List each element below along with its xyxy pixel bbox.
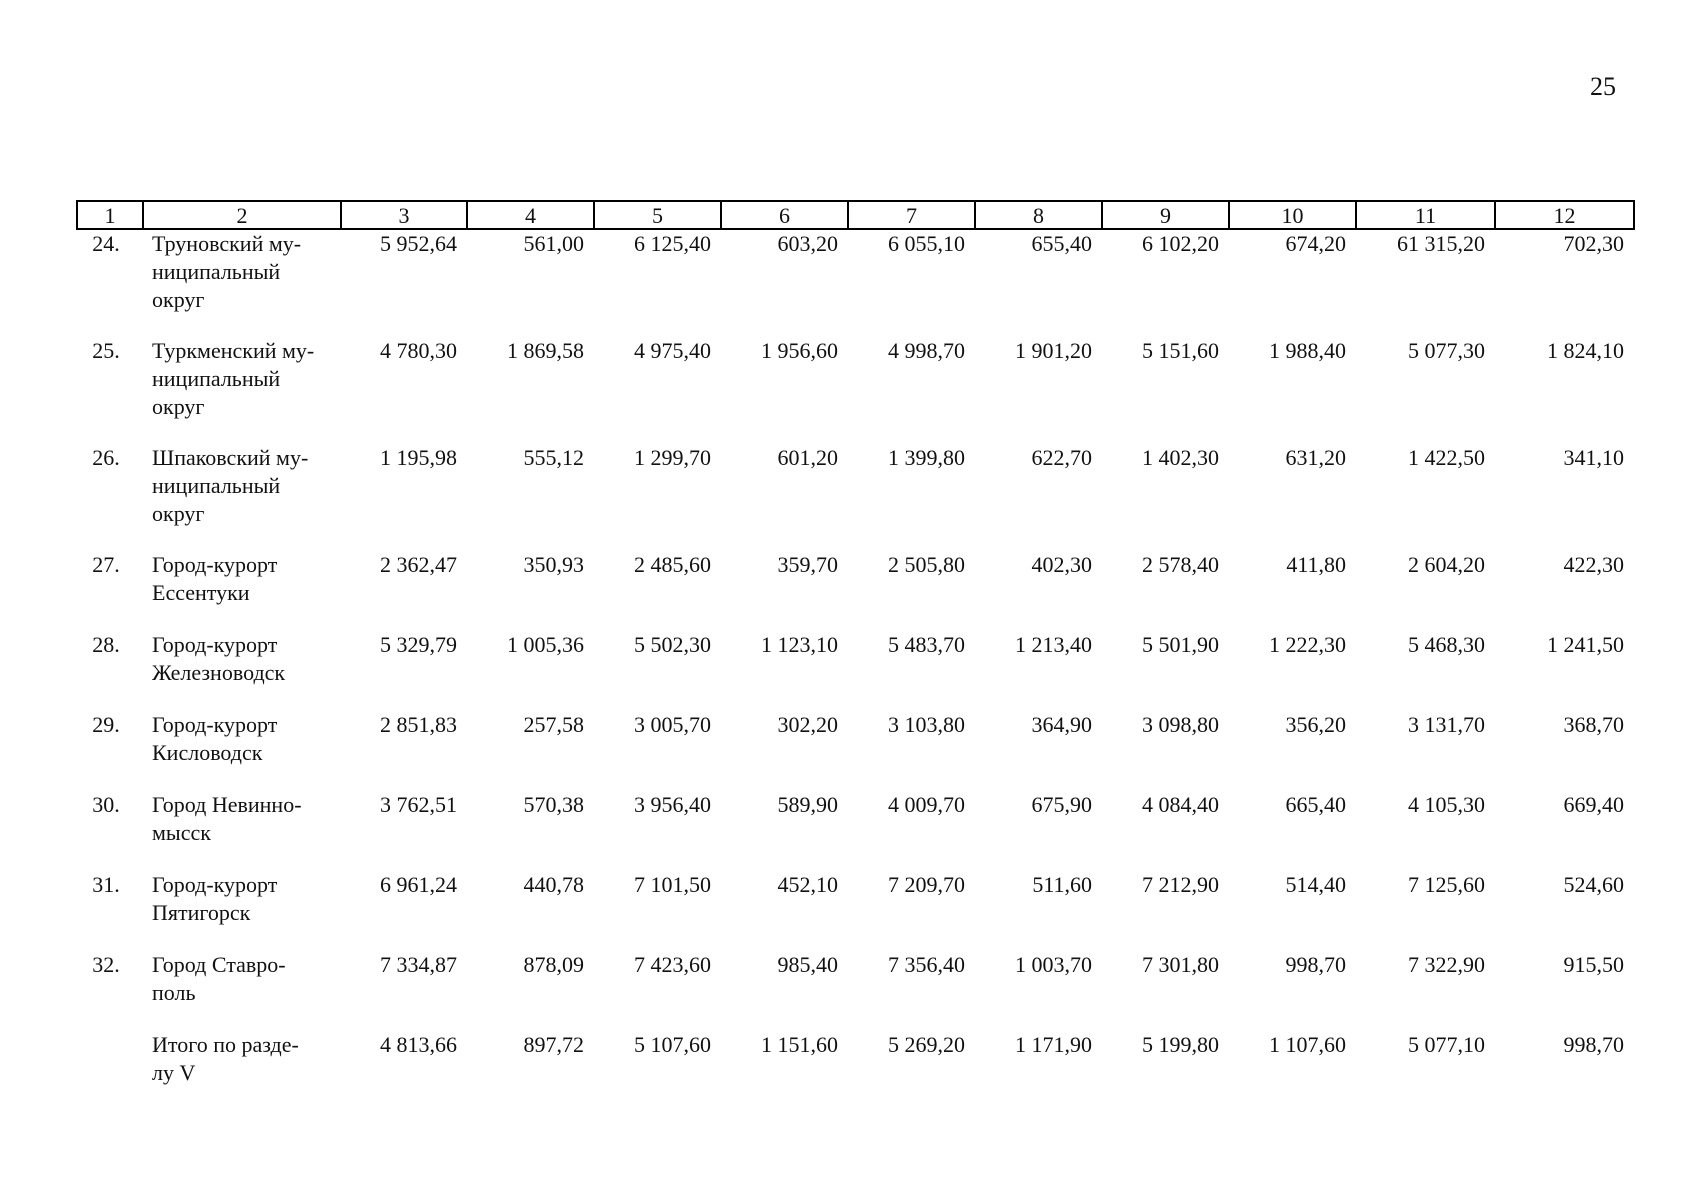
value-cell: 1 422,50 [1408,445,1485,470]
value-cell: 1 123,10 [761,632,838,657]
value-cell: 878,09 [523,952,584,977]
value-cell: 7 301,80 [1142,952,1219,977]
value-cell: 302,20 [777,712,838,737]
value-cell: 1 003,70 [1015,952,1092,977]
value-cell: 631,20 [1285,445,1346,470]
value-cell: 1 988,40 [1269,338,1346,363]
value-cell: 1 195,98 [380,445,457,470]
value-cell: 6 961,24 [380,872,457,897]
column-header: 11 [1356,201,1495,229]
value-cell: 665,40 [1285,792,1346,817]
value-cell: 2 362,47 [380,552,457,577]
value-cell: 422,30 [1563,552,1624,577]
value-cell: 3 005,70 [634,712,711,737]
value-cell: 1 222,30 [1269,632,1346,657]
data-table [76,200,1635,1111]
value-cell: 1 213,40 [1015,632,1092,657]
value-cell: 915,50 [1563,952,1624,977]
value-cell: 2 505,80 [888,552,965,577]
value-cell: 589,90 [777,792,838,817]
value-cell: 411,80 [1286,552,1346,577]
table-row [77,871,1634,951]
value-cell: 601,20 [777,445,838,470]
municipality-name: Город Ставро- поль [152,952,286,1005]
column-header: 3 [341,201,467,229]
value-cell: 61 315,20 [1397,231,1485,256]
value-cell: 2 604,20 [1408,552,1485,577]
value-cell: 555,12 [523,445,584,470]
row-number: 24. [92,231,120,256]
value-cell: 655,40 [1031,231,1092,256]
value-cell: 561,00 [523,231,584,256]
value-cell: 2 485,60 [634,552,711,577]
value-cell: 1 901,20 [1015,338,1092,363]
value-cell: 4 009,70 [888,792,965,817]
column-header: 8 [975,201,1102,229]
row-number: 30. [92,792,120,817]
value-cell: 5 077,10 [1408,1032,1485,1057]
value-cell: 5 501,90 [1142,632,1219,657]
value-cell: 5 502,30 [634,632,711,657]
value-cell: 1 005,36 [507,632,584,657]
municipality-name: Труновский му- ниципальный округ [152,231,302,312]
table-row [77,791,1634,871]
value-cell: 3 098,80 [1142,712,1219,737]
value-cell: 1 241,50 [1547,632,1624,657]
value-cell: 440,78 [523,872,584,897]
value-cell: 7 101,50 [634,872,711,897]
value-cell: 998,70 [1563,1032,1624,1057]
value-cell: 897,72 [523,1032,584,1057]
value-cell: 3 762,51 [380,792,457,817]
value-cell: 7 125,60 [1408,872,1485,897]
value-cell: 7 423,60 [634,952,711,977]
row-number: 32. [92,952,120,977]
value-cell: 524,60 [1563,872,1624,897]
table-row [77,711,1634,791]
value-cell: 7 356,40 [888,952,965,977]
value-cell: 4 105,30 [1408,792,1485,817]
value-cell: 1 171,90 [1015,1032,1092,1057]
value-cell: 511,60 [1032,872,1092,897]
row-number: 28. [92,632,120,657]
value-cell: 1 299,70 [634,445,711,470]
value-cell: 5 468,30 [1408,632,1485,657]
value-cell: 1 399,80 [888,445,965,470]
value-cell: 5 483,70 [888,632,965,657]
municipality-name: Город Невинно- мысск [152,792,302,845]
value-cell: 7 322,90 [1408,952,1485,977]
value-cell: 1 151,60 [761,1032,838,1057]
value-cell: 4 084,40 [1142,792,1219,817]
value-cell: 514,40 [1285,872,1346,897]
value-cell: 4 780,30 [380,338,457,363]
value-cell: 341,10 [1563,445,1624,470]
municipality-name: Туркменский му- ниципальный округ [152,338,315,419]
table-total-row [77,1031,1634,1111]
value-cell: 622,70 [1031,445,1092,470]
value-cell: 359,70 [777,552,838,577]
value-cell: 5 199,80 [1142,1032,1219,1057]
column-header: 4 [467,201,594,229]
value-cell: 6 125,40 [634,231,711,256]
value-cell: 4 975,40 [634,338,711,363]
table-body [77,229,1634,1111]
column-header: 5 [594,201,721,229]
value-cell: 3 956,40 [634,792,711,817]
value-cell: 2 578,40 [1142,552,1219,577]
value-cell: 702,30 [1563,231,1624,256]
value-cell: 674,20 [1285,231,1346,256]
value-cell: 7 334,87 [380,952,457,977]
value-cell: 4 813,66 [380,1032,457,1057]
value-cell: 570,38 [523,792,584,817]
value-cell: 5 269,20 [888,1032,965,1057]
municipality-name: Город-курорт Кисловодск [152,712,278,765]
value-cell: 1 402,30 [1142,445,1219,470]
value-cell: 1 869,58 [507,338,584,363]
column-header: 12 [1495,201,1634,229]
row-number: 27. [92,552,120,577]
value-cell: 1 956,60 [761,338,838,363]
value-cell: 603,20 [777,231,838,256]
value-cell: 998,70 [1285,952,1346,977]
page-number: 25 [1590,72,1616,101]
value-cell: 5 107,60 [634,1032,711,1057]
value-cell: 7 209,70 [888,872,965,897]
municipality-name: Шпаковский му- ниципальный округ [152,445,309,526]
value-cell: 7 212,90 [1142,872,1219,897]
row-number: 31. [92,872,120,897]
column-header: 1 [77,201,143,229]
row-number: 25. [92,338,120,363]
value-cell: 2 851,83 [380,712,457,737]
municipality-name: Итого по разде- лу V [152,1032,299,1085]
column-header: 6 [721,201,848,229]
value-cell: 5 151,60 [1142,338,1219,363]
column-number-row [77,201,1634,229]
municipality-name: Город-курорт Ессентуки [152,552,278,605]
row-number [77,1031,143,1111]
value-cell: 675,90 [1031,792,1092,817]
value-cell: 5 329,79 [380,632,457,657]
municipality-name: Город-курорт Пятигорск [152,872,278,925]
value-cell: 985,40 [777,952,838,977]
value-cell: 356,20 [1285,712,1346,737]
value-cell: 1 824,10 [1547,338,1624,363]
value-cell: 368,70 [1563,712,1624,737]
value-cell: 1 107,60 [1269,1032,1346,1057]
value-cell: 4 998,70 [888,338,965,363]
value-cell: 257,58 [523,712,584,737]
value-cell: 3 103,80 [888,712,965,737]
row-number: 29. [92,712,120,737]
value-cell: 5 952,64 [380,231,457,256]
value-cell: 6 102,20 [1142,231,1219,256]
column-header: 7 [848,201,975,229]
table-row [77,229,1634,337]
value-cell: 452,10 [777,872,838,897]
table-row [77,951,1634,1031]
value-cell: 402,30 [1031,552,1092,577]
column-header: 2 [143,201,341,229]
value-cell: 3 131,70 [1408,712,1485,737]
value-cell: 669,40 [1563,792,1624,817]
table-row [77,631,1634,711]
value-cell: 6 055,10 [888,231,965,256]
column-header: 9 [1102,201,1229,229]
table-row [77,337,1634,444]
column-header: 10 [1229,201,1356,229]
municipality-name: Город-курорт Железноводск [152,632,286,685]
value-cell: 350,93 [523,552,584,577]
table-row [77,551,1634,631]
value-cell: 5 077,30 [1408,338,1485,363]
value-cell: 364,90 [1031,712,1092,737]
table-row [77,444,1634,551]
row-number: 26. [92,445,120,470]
